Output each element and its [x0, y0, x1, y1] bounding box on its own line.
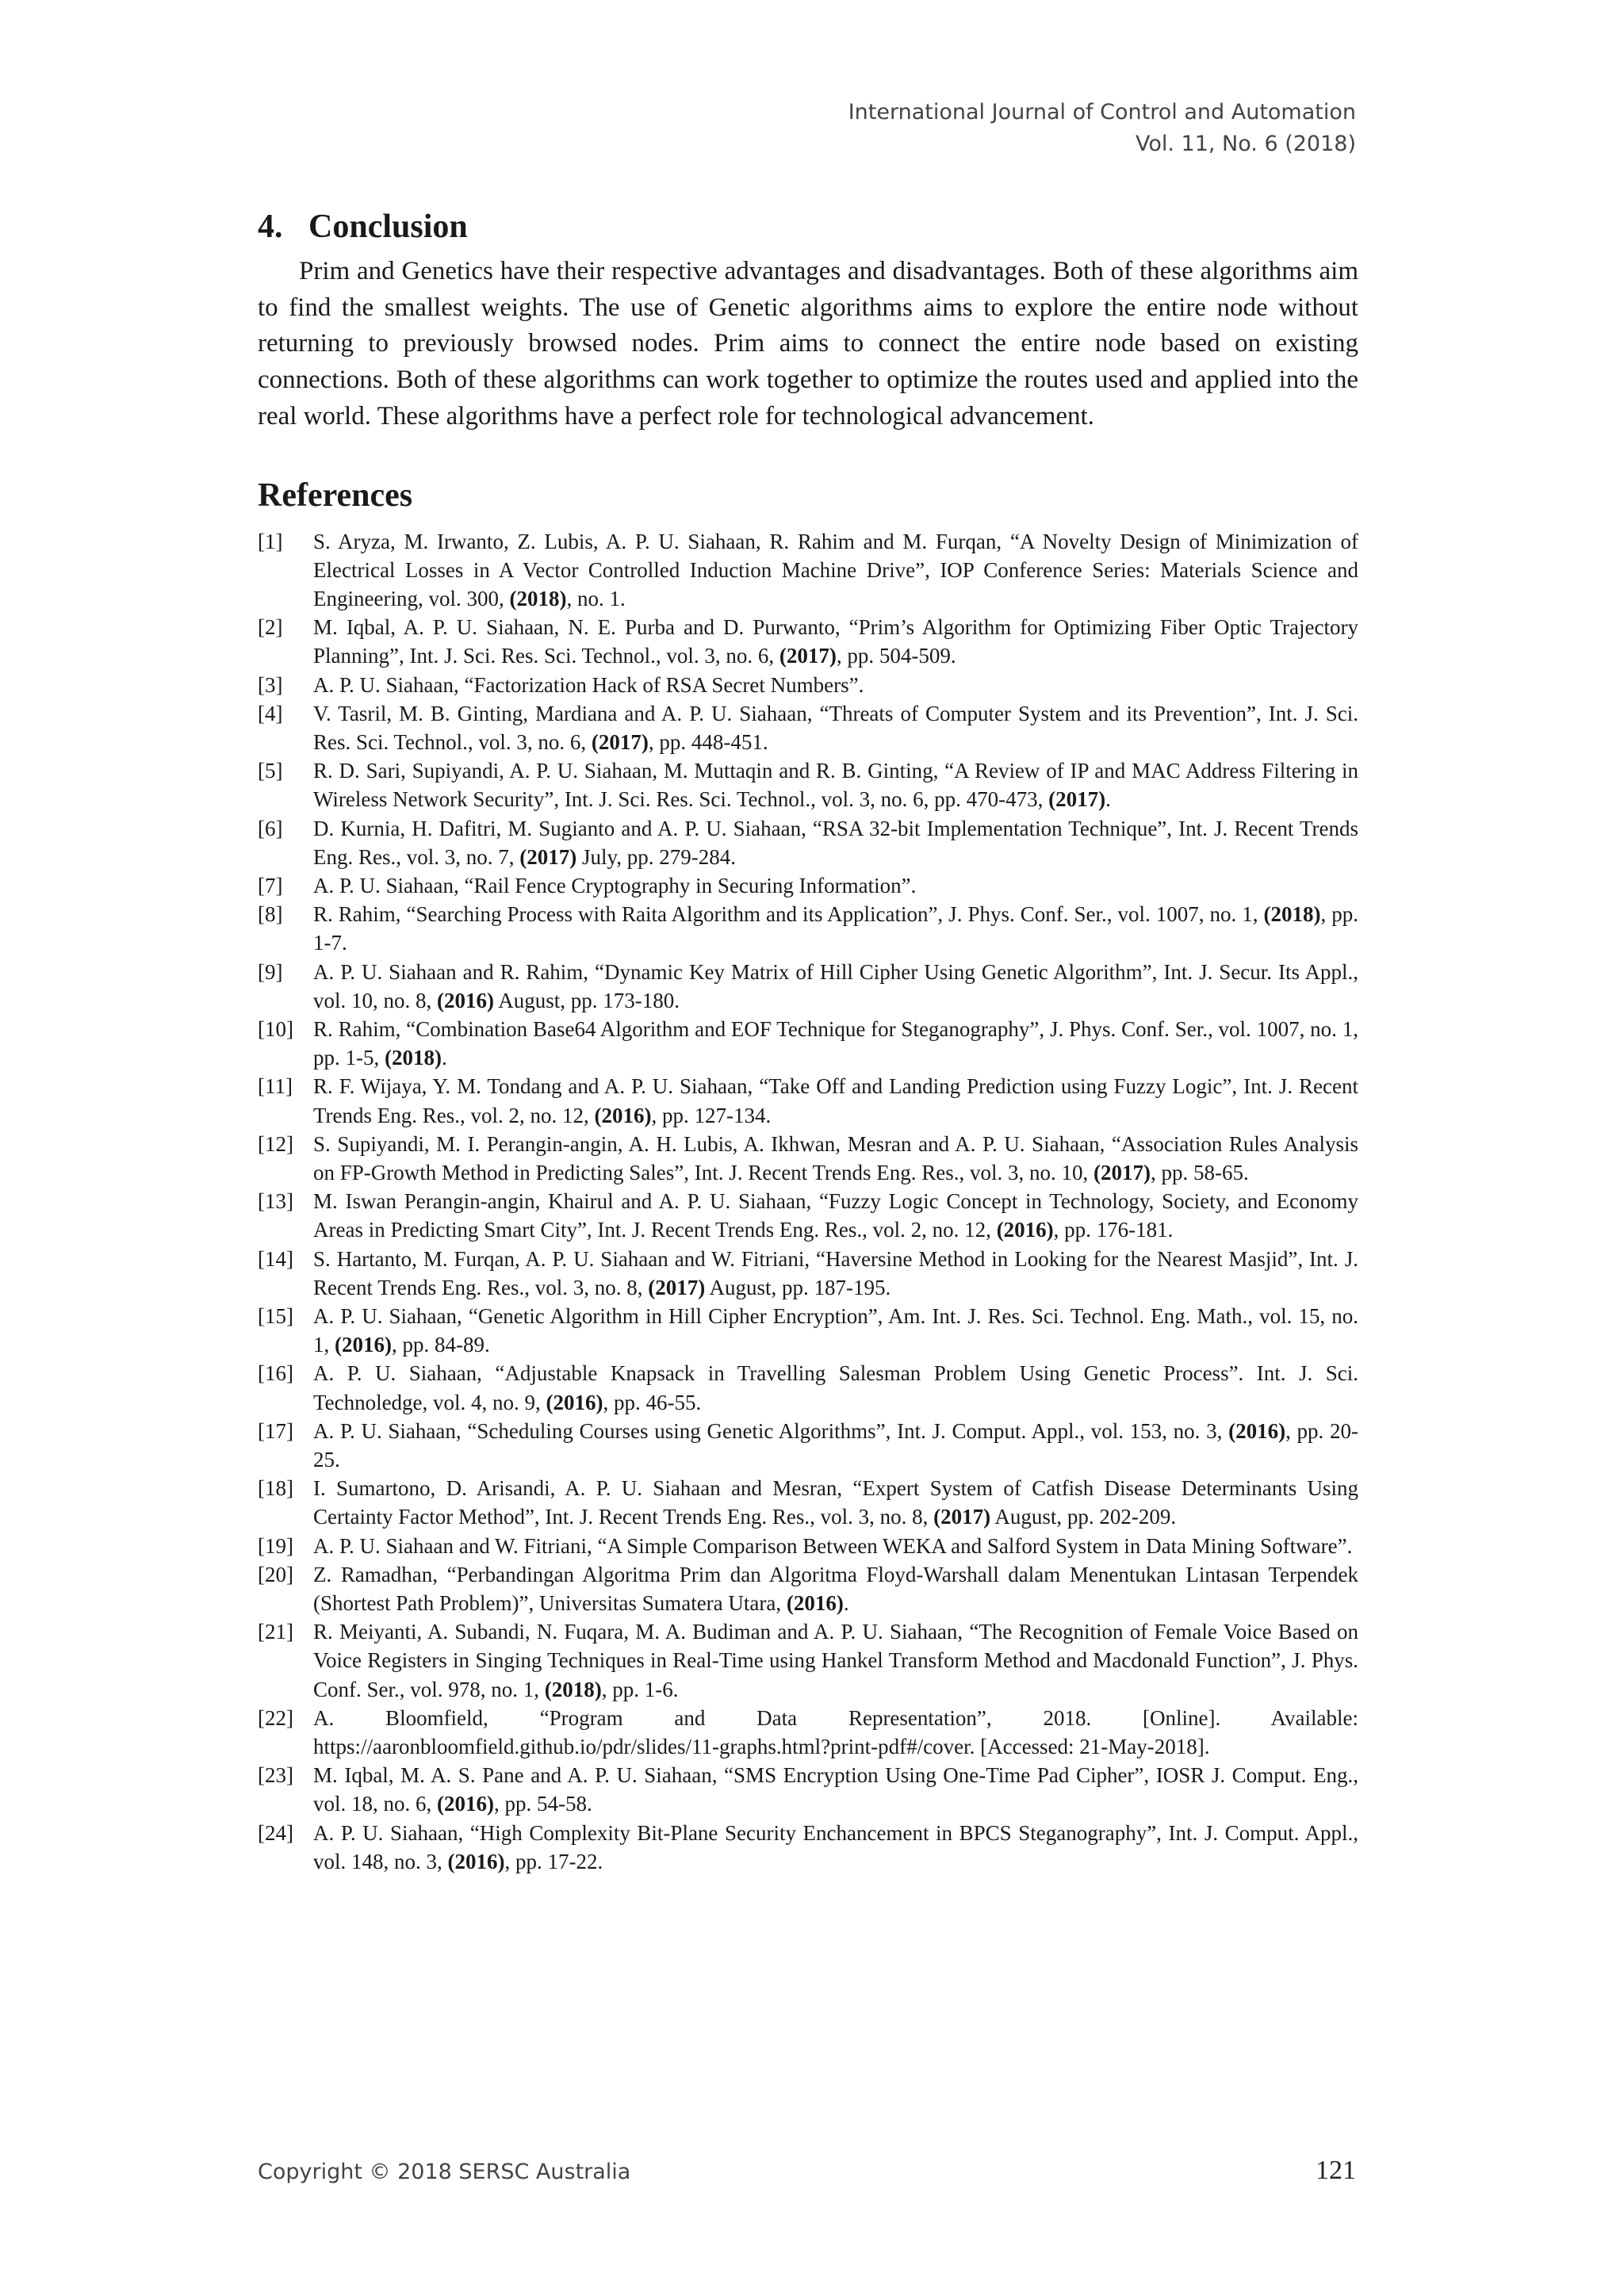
reference-citation-tail: , pp. 504-509.	[836, 644, 956, 668]
reference-text	[313, 1617, 1358, 1704]
reference-text	[313, 1015, 1358, 1072]
reference-text	[313, 1560, 1358, 1617]
reference-text	[313, 1704, 1358, 1761]
reference-text	[313, 814, 1358, 871]
reference-citation: D. Kurnia, H. Dafitri, M. Sugianto and A. P. U. Siahaan, “RSA 32-bit Implementation Technique”, Int. J. Recent Trends Eng. Res., vol. 3, no. 7,	[313, 816, 1358, 869]
conclusion-heading	[258, 208, 1358, 246]
reference-citation-tail: , pp. 58-65.	[1150, 1160, 1249, 1184]
reference-text	[313, 1417, 1358, 1474]
reference-citation-tail: , pp. 1-7.	[313, 902, 1359, 955]
reference-item	[258, 1532, 1358, 1560]
reference-year: (2016)	[996, 1218, 1054, 1242]
reference-number: [2]	[258, 615, 283, 640]
reference-citation-tail: , pp. 54-58.	[494, 1792, 592, 1816]
reference-item	[258, 814, 1358, 871]
reference-number: [15]	[258, 1304, 293, 1328]
reference-number: [18]	[258, 1476, 293, 1501]
reference-citation-tail: , no. 1.	[566, 586, 626, 610]
reference-text	[313, 756, 1358, 813]
reference-citation: S. Supiyandi, M. I. Perangin-angin, A. H. Lubis, A. Ikhwan, Mesran and A. P. U. Siahaan, “Association Rules Analysis on FP-Growth Method in Predicting Sales”, Int. J. Recent Trends Eng. Res., vol. 3, no. 10,	[313, 1131, 1358, 1184]
reference-item	[258, 900, 1358, 957]
reference-number: [6]	[258, 816, 283, 840]
reference-citation: S. Aryza, M. Irwanto, Z. Lubis, A. P. U. Siahaan, R. Rahim and M. Furqan, “A Novelty Design of Minimization of Electrical Losses in A Vector Controlled Induction Machine Drive”, IOP Conference Series: Materials Science and Engineering, vol. 300,	[313, 529, 1358, 610]
page-number: 121	[1316, 2156, 1356, 2185]
reference-text	[313, 958, 1358, 1015]
reference-year: (2016)	[1228, 1418, 1286, 1443]
reference-citation: A. P. U. Siahaan, “Genetic Algorithm in Hill Cipher Encryption”, Am. Int. J. Res. Sci. Technol. Eng. Math., vol. 15, no. 1,	[313, 1304, 1358, 1357]
reference-citation: R. Rahim, “Combination Base64 Algorithm and EOF Technique for Steganography”, J. Phys. Conf. Ser., vol. 1007, no. 1, pp. 1-5,	[313, 1016, 1358, 1070]
reference-citation: A. P. U. Siahaan, “High Complexity Bit-Plane Security Enchancement in BPCS Steganography”, Int. J. Comput. Appl., vol. 148, no. 3,	[313, 1820, 1358, 1873]
reference-citation-tail: , pp. 20-25.	[313, 1418, 1358, 1472]
reference-text	[313, 613, 1358, 670]
reference-text	[313, 1187, 1358, 1244]
reference-year: (2018)	[509, 586, 567, 610]
reference-item	[258, 958, 1358, 1015]
reference-number: [4]	[258, 701, 283, 725]
reference-year: (2016)	[437, 1792, 494, 1816]
page-content	[258, 208, 1358, 1876]
reference-citation: I. Sumartono, D. Arisandi, A. P. U. Siahaan and Mesran, “Expert System of Catfish Disease Determinants Using Certainty Factor Method”, Int. J. Recent Trends Eng. Res., vol. 3, no. 8,	[313, 1476, 1358, 1529]
reference-citation-tail: July, pp. 279-284.	[576, 844, 736, 869]
reference-item	[258, 1072, 1358, 1129]
reference-number: [24]	[258, 1820, 293, 1845]
reference-citation-tail: .	[441, 1046, 447, 1070]
reference-number: [7]	[258, 873, 283, 897]
section-title: Conclusion	[308, 209, 468, 245]
reference-text	[313, 1245, 1358, 1302]
reference-number: [19]	[258, 1533, 293, 1558]
reference-year: (2017)	[648, 1275, 706, 1299]
references-heading: References	[258, 476, 413, 514]
reference-year: (2016)	[546, 1390, 603, 1414]
reference-item	[258, 1417, 1358, 1474]
reference-citation-tail: , pp. 176-181.	[1053, 1218, 1174, 1242]
reference-text	[313, 1819, 1358, 1876]
reference-number: [17]	[258, 1418, 293, 1443]
reference-citation: R. D. Sari, Supiyandi, A. P. U. Siahaan, M. Muttaqin and R. B. Ginting, “A Review of IP and MAC Address Filtering in Wireless Network Security”, Int. J. Sci. Res. Sci. Technol., vol. 3, no. 6, pp. 470-473,	[313, 759, 1358, 812]
reference-citation: V. Tasril, M. B. Ginting, Mardiana and A. P. U. Siahaan, “Threats of Computer System and its Prevention”, Int. J. Sci. Res. Sci. Technol., vol. 3, no. 6,	[313, 701, 1358, 754]
reference-text	[313, 900, 1358, 957]
reference-citation-tail: , pp. 127-134.	[651, 1103, 772, 1127]
reference-number: [11]	[258, 1074, 293, 1099]
reference-item	[258, 1015, 1358, 1072]
reference-item	[258, 1474, 1358, 1531]
reference-item	[258, 613, 1358, 670]
reference-citation: M. Iswan Perangin-angin, Khairul and A. P. U. Siahaan, “Fuzzy Logic Concept in Technology, Society, and Economy Areas in Predicting Smart City”, Int. J. Recent Trends Eng. Res., vol. 2, no. 12,	[313, 1189, 1358, 1242]
copyright-notice: Copyright © 2018 SERSC Australia	[258, 2160, 631, 2184]
reference-item	[258, 1130, 1358, 1187]
reference-citation-tail: .	[843, 1591, 849, 1616]
reference-year: (2016)	[786, 1591, 844, 1616]
journal-volume: Vol. 11, No. 6 (2018)	[1135, 132, 1356, 156]
reference-number: [12]	[258, 1131, 293, 1156]
reference-item	[258, 1704, 1358, 1761]
reference-number: [10]	[258, 1016, 293, 1041]
reference-item	[258, 1245, 1358, 1302]
reference-number: [13]	[258, 1189, 293, 1214]
reference-year: (2018)	[544, 1677, 602, 1701]
reference-year: (2017)	[779, 644, 837, 668]
reference-number: [20]	[258, 1562, 293, 1586]
journal-title: International Journal of Control and Automation	[848, 100, 1356, 124]
reference-year: (2016)	[335, 1333, 392, 1357]
reference-citation-tail: August, pp. 173-180.	[494, 988, 680, 1012]
reference-text	[313, 527, 1358, 614]
reference-citation-tail: , pp. 17-22.	[504, 1849, 603, 1873]
reference-citation: A. P. U. Siahaan, “Rail Fence Cryptography in Securing Information”.	[313, 873, 917, 897]
reference-item	[258, 1359, 1358, 1416]
reference-text	[313, 671, 1358, 699]
reference-citation: S. Hartanto, M. Furqan, A. P. U. Siahaan and W. Fitriani, “Haversine Method in Looking for the Nearest Masjid”, Int. J. Recent Trends Eng. Res., vol. 3, no. 8,	[313, 1246, 1358, 1299]
reference-text	[313, 871, 1358, 900]
reference-year: (2018)	[385, 1046, 442, 1070]
reference-citation: A. P. U. Siahaan, “Factorization Hack of RSA Secret Numbers”.	[313, 672, 864, 697]
reference-citation: A. P. U. Siahaan, “Adjustable Knapsack in Travelling Salesman Problem Using Genetic Process”. Int. J. Sci. Technoledge, vol. 4, no. 9,	[313, 1361, 1358, 1414]
reference-citation-tail: , pp. 448-451.	[648, 729, 768, 754]
reference-item	[258, 671, 1358, 699]
reference-number: [5]	[258, 759, 283, 783]
reference-item	[258, 527, 1358, 614]
reference-number: [14]	[258, 1246, 293, 1271]
reference-year: (2016)	[437, 988, 494, 1012]
reference-text	[313, 1761, 1358, 1818]
reference-citation: A. P. U. Siahaan and R. Rahim, “Dynamic Key Matrix of Hill Cipher Using Genetic Algorithm”, Int. J. Secur. Its Appl., vol. 10, no. 8,	[313, 959, 1358, 1012]
reference-number: [22]	[258, 1705, 293, 1730]
reference-number: [21]	[258, 1620, 293, 1644]
reference-item	[258, 1187, 1358, 1244]
reference-number: [1]	[258, 529, 283, 553]
reference-citation: A. P. U. Siahaan and W. Fitriani, “A Simple Comparison Between WEKA and Salford System in Data Mining Software”.	[313, 1533, 1353, 1558]
reference-item	[258, 1302, 1358, 1359]
reference-item	[258, 871, 1358, 900]
reference-citation-tail: .	[1105, 787, 1111, 812]
reference-number: [9]	[258, 959, 283, 984]
reference-text	[313, 699, 1358, 756]
conclusion-paragraph: Prim and Genetics have their respective advantages and disadvantages. Both of these algorithms aim to find the smallest weights. The use of Genetic algorithms aims to explore the entire node without returning to previously browsed nodes. Prim aims to connect the entire node based on existing connections. Both of these algorithms can work together to optimize the routes used and applied into the real world. These algorithms have a perfect role for technological advancement.	[258, 257, 1358, 430]
reference-citation: Z. Ramadhan, “Perbandingan Algoritma Prim dan Algoritma Floyd-Warshall dalam Menentukan Lintasan Terpendek (Shortest Path Problem)”, Universitas Sumatera Utara,	[313, 1562, 1358, 1616]
reference-year: (2018)	[1263, 902, 1321, 927]
reference-text	[313, 1302, 1358, 1359]
reference-number: [8]	[258, 902, 283, 927]
reference-item	[258, 1819, 1358, 1876]
reference-text	[313, 1130, 1358, 1187]
reference-item	[258, 1560, 1358, 1617]
reference-year: (2017)	[1093, 1160, 1151, 1184]
reference-text	[313, 1532, 1358, 1560]
reference-citation-tail: , pp. 1-6.	[601, 1677, 679, 1701]
reference-citation: A. Bloomfield, “Program and Data Representation”, 2018. [Online]. Available: https://aaronbloomfield.github.io/pdr/slides/11-graphs.html?print-pdf#/cover. [Accessed: 21-May-2018].	[313, 1705, 1358, 1759]
reference-item	[258, 756, 1358, 813]
reference-citation: R. F. Wijaya, Y. M. Tondang and A. P. U. Siahaan, “Take Off and Landing Prediction using Fuzzy Logic”, Int. J. Recent Trends Eng. Res., vol. 2, no. 12,	[313, 1074, 1358, 1127]
section-number: 4.	[258, 209, 283, 245]
reference-text	[313, 1359, 1358, 1416]
reference-citation-tail: August, pp. 187-195.	[705, 1275, 891, 1299]
reference-citation-tail: , pp. 84-89.	[391, 1333, 490, 1357]
reference-item	[258, 1617, 1358, 1704]
reference-text	[313, 1072, 1358, 1129]
reference-citation: R. Meiyanti, A. Subandi, N. Fuqara, M. A. Budiman and A. P. U. Siahaan, “The Recognition of Female Voice Based on Voice Registers in Singing Techniques in Real-Time using Hankel Transform Method and Macdonald Function”, J. Phys. Conf. Ser., vol. 978, no. 1,	[313, 1620, 1358, 1701]
reference-item	[258, 699, 1358, 756]
reference-citation: R. Rahim, “Searching Process with Raita Algorithm and its Application”, J. Phys. Conf. Ser., vol. 1007, no. 1,	[313, 902, 1264, 927]
reference-year: (2016)	[594, 1103, 652, 1127]
reference-number: [16]	[258, 1361, 293, 1386]
reference-year: (2017)	[519, 844, 577, 869]
reference-citation: A. P. U. Siahaan, “Scheduling Courses using Genetic Algorithms”, Int. J. Comput. Appl., vol. 153, no. 3,	[313, 1418, 1229, 1443]
reference-citation: M. Iqbal, M. A. S. Pane and A. P. U. Siahaan, “SMS Encryption Using One-Time Pad Cipher”, IOSR J. Comput. Eng., vol. 18, no. 6,	[313, 1763, 1358, 1816]
reference-year: (2016)	[447, 1849, 505, 1873]
reference-number: [23]	[258, 1763, 293, 1788]
reference-year: (2017)	[933, 1505, 991, 1529]
reference-list	[258, 527, 1358, 1877]
reference-citation-tail: August, pp. 202-209.	[990, 1505, 1177, 1529]
running-header	[848, 97, 1356, 160]
reference-citation: M. Iqbal, A. P. U. Siahaan, N. E. Purba and D. Purwanto, “Prim’s Algorithm for Optimizing Fiber Optic Trajectory Planning”, Int. J. Sci. Res. Sci. Technol., vol. 3, no. 6,	[313, 615, 1358, 668]
reference-year: (2017)	[591, 729, 649, 754]
reference-item	[258, 1761, 1358, 1818]
reference-number: [3]	[258, 672, 283, 697]
reference-text	[313, 1474, 1358, 1531]
reference-year: (2017)	[1048, 787, 1106, 812]
reference-citation-tail: , pp. 46-55.	[603, 1390, 702, 1414]
